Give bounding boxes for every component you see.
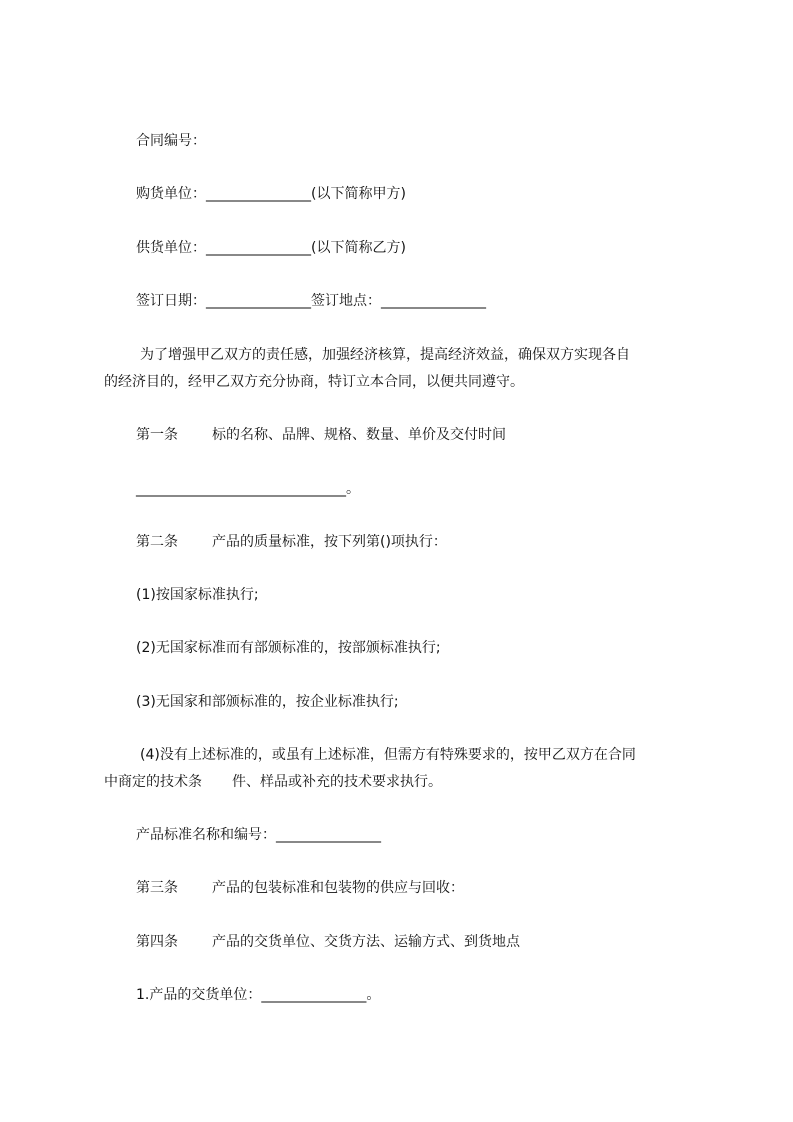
buyer-line: 购货单位：_______________(以下简称甲方) bbox=[136, 186, 406, 202]
article-2 bbox=[136, 532, 447, 552]
article-4 bbox=[136, 932, 520, 952]
article-1-blank: ______________________________。 bbox=[136, 481, 360, 497]
article-2-title: 第二条 bbox=[136, 534, 178, 550]
article-4-title: 第四条 bbox=[136, 934, 178, 950]
item-3: (3)无国家和部颁标准的，按企业标准执行; bbox=[136, 694, 399, 710]
item-2: (2)无国家标准而有部颁标准的，按部颁标准执行; bbox=[136, 640, 441, 656]
standard-name-line: 产品标准名称和编号：_______________ bbox=[136, 827, 381, 843]
item-4-line-1: (4)没有上述标准的，或虽有上述标准，但需方有特殊要求的，按甲乙双方在合同 bbox=[140, 747, 636, 763]
item-4-line-2 bbox=[104, 772, 442, 792]
sign-date: 签订日期：_______________ bbox=[136, 293, 311, 309]
contract-number-label: 合同编号： bbox=[136, 133, 206, 149]
delivery-unit-line: 1.产品的交货单位：_______________。 bbox=[136, 987, 381, 1003]
article-1-title: 第一条 bbox=[136, 427, 178, 443]
item-1: (1)按国家标准执行; bbox=[136, 587, 259, 603]
preamble-line-2: 的经济目的，经甲乙双方充分协商，特订立本合同，以便共同遵守。 bbox=[104, 374, 524, 390]
sign-place: 签订地点：_______________ bbox=[311, 293, 486, 309]
article-3-text: 产品的包装标准和包装物的供应与回收： bbox=[212, 880, 464, 896]
article-4-text: 产品的交货单位、交货方法、运输方式、到货地点 bbox=[212, 934, 520, 950]
preamble-line-1: 为了增强甲乙双方的责任感，加强经济核算，提高经济效益，确保双方实现各自 bbox=[140, 347, 630, 363]
item-4-line-2b: 件、样品或补充的技术要求执行。 bbox=[232, 774, 442, 790]
article-3 bbox=[136, 878, 464, 898]
sign-info-line bbox=[136, 291, 486, 311]
item-4-line-2a: 中商定的技术条 bbox=[104, 774, 202, 790]
article-2-text: 产品的质量标准，按下列第()项执行： bbox=[212, 534, 447, 550]
article-1 bbox=[136, 425, 506, 445]
article-1-text: 标的名称、品牌、规格、数量、单价及交付时间 bbox=[212, 427, 506, 443]
article-3-title: 第三条 bbox=[136, 880, 178, 896]
seller-line: 供货单位：_______________(以下简称乙方) bbox=[136, 240, 406, 256]
